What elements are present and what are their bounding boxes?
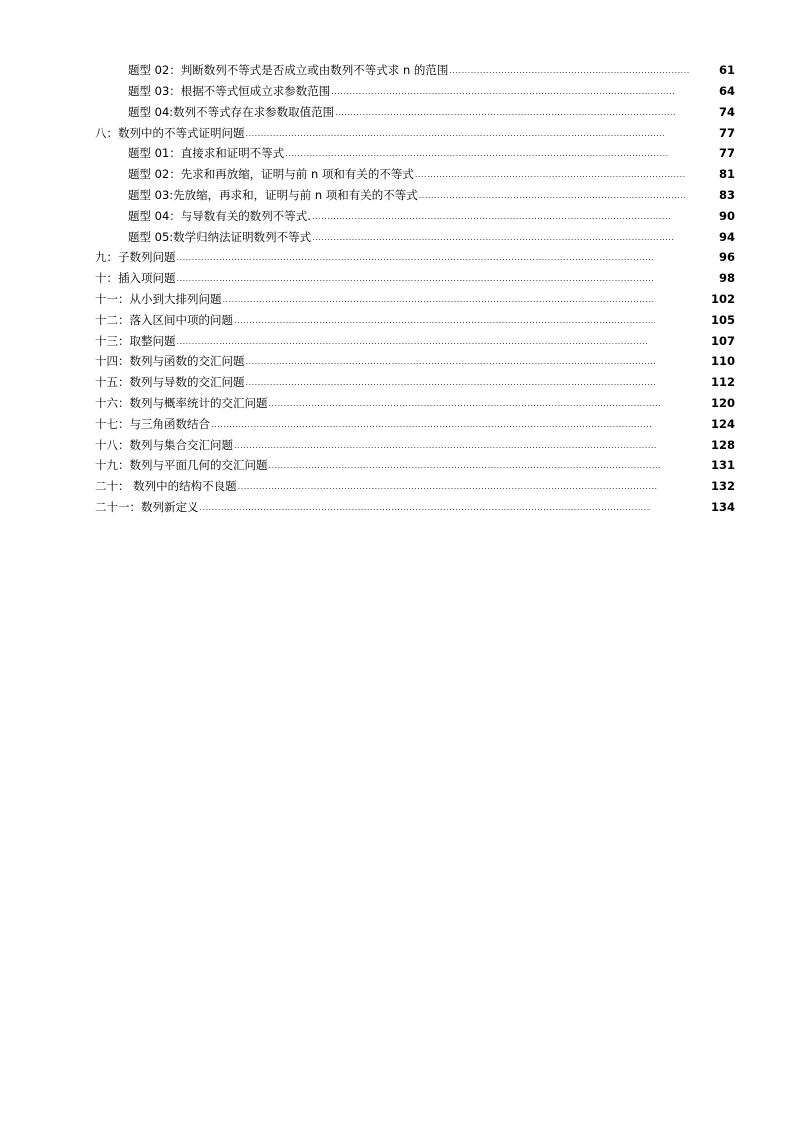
toc-page-number: 124 [710,417,735,431]
toc-entry-title: 题型 03:先放缩，再求和，证明与前 n 项和有关的不等式 [128,188,418,202]
toc-entry-title: 十四：数列与函数的交汇问题 [95,354,245,368]
toc-dot-leader [177,336,649,348]
toc-entry-title: 十六：数列与概率统计的交汇问题 [95,396,268,410]
toc-entry-title: 十五：数列与导数的交汇问题 [95,375,245,389]
toc-entry[interactable] [128,99,675,119]
toc-entry-title: 题型 03：根据不等式恒成立求参数范围 [128,84,331,98]
toc-entry-title: 九：子数列问题 [95,250,176,264]
toc-entry[interactable] [95,286,655,306]
toc-page-number: 112 [710,375,735,389]
toc-entry-title: 十八：数列与集合交汇问题 [95,438,233,452]
toc-page-number: 96 [718,250,735,264]
toc-dot-leader [246,356,658,368]
toc-entry[interactable] [95,328,648,348]
toc-entry-title: 十：插入项问题 [95,271,176,285]
toc-dot-leader [331,86,674,98]
toc-page-number: 64 [718,84,735,98]
toc-page-number: 128 [710,438,735,452]
toc-page-number: 132 [710,479,735,493]
toc-page-number: 107 [710,334,735,348]
toc-entry[interactable] [128,161,685,181]
toc-entry-title: 十九：数列与平面几何的交汇问题 [95,458,268,472]
toc-dot-leader [269,398,661,410]
toc-entry[interactable] [95,348,657,368]
toc-entry-title: 十三：取整问题 [95,334,176,348]
toc-dot-leader [238,481,657,493]
toc-page-number: 102 [710,292,735,306]
toc-page-number: 134 [710,500,735,514]
toc-entry-title: 题型 04：与导数有关的数列不等式. [128,209,311,223]
toc-entry-title: 题型 04:数列不等式存在求参数取值范围 [128,105,335,119]
toc-page-number: 98 [718,271,735,285]
toc-entry-title: 二十： 数列中的结构不良题 [95,479,237,493]
toc-dot-leader [449,65,690,77]
toc-dot-leader [415,169,685,181]
toc-dot-leader [335,107,675,119]
toc-dot-leader [312,232,674,244]
toc-entry[interactable] [128,140,668,160]
toc-entry[interactable] [128,182,685,202]
toc-entry[interactable] [95,452,660,472]
toc-entry[interactable] [95,307,655,327]
toc-dot-leader [234,315,655,327]
toc-entry-title: 二十一：数列新定义 [95,500,199,514]
toc-dot-leader [246,128,666,140]
toc-entry-title: 题型 01：直接求和证明不等式 [128,146,285,160]
toc-entry[interactable] [95,473,657,493]
toc-entry-title: 十七：与三角函数结合 [95,417,210,431]
toc-entry[interactable] [95,411,653,431]
toc-entry-title: 八：数列中的不等式证明问题 [95,126,245,140]
toc-page-number: 94 [718,230,735,244]
toc-page-number: 110 [710,354,735,368]
toc-dot-leader [312,211,672,223]
toc-dot-leader [269,460,661,472]
toc-entry[interactable] [128,203,672,223]
toc-page-number: 120 [710,396,735,410]
toc-dot-leader [177,252,656,264]
toc-dot-leader [177,273,656,285]
toc-entry-title: 十二：落入区间中项的问题 [95,313,233,327]
toc-entry[interactable] [95,432,657,452]
toc-dot-leader [234,440,657,452]
toc-page-number: 61 [718,63,735,77]
toc-dot-leader [285,148,668,160]
toc-entry-title: 题型 02：先求和再放缩，证明与前 n 项和有关的不等式 [128,167,414,181]
toc-dot-leader [246,377,658,389]
toc-page-number: 74 [718,105,735,119]
toc-page-number: 77 [718,126,735,140]
toc-entry[interactable] [95,244,655,264]
toc-entry[interactable] [128,57,690,77]
toc-entry[interactable] [95,265,655,285]
toc-entry[interactable] [95,390,660,410]
toc-entry[interactable] [95,369,657,389]
toc-entry-title: 题型 05:数学归纳法证明数列不等式 [128,230,312,244]
toc-entry[interactable] [95,494,651,514]
toc-entry[interactable] [128,78,674,98]
toc-entry-title: 题型 02：判断数列不等式是否成立或由数列不等式求 n 的范围 [128,63,449,77]
toc-page-number: 81 [718,167,735,181]
toc-dot-leader [200,502,652,514]
toc-page-number: 131 [710,458,735,472]
toc-dot-leader [419,190,685,202]
toc-entry-title: 十一：从小到大排列问题 [95,292,222,306]
toc-dot-leader [211,419,653,431]
toc-page-number: 105 [710,313,735,327]
toc-entry[interactable] [95,120,665,140]
toc-dot-leader [223,294,656,306]
toc-page-number: 90 [718,209,735,223]
toc-page-number: 83 [718,188,735,202]
toc-page-number: 77 [718,146,735,160]
toc-entry[interactable] [128,224,674,244]
